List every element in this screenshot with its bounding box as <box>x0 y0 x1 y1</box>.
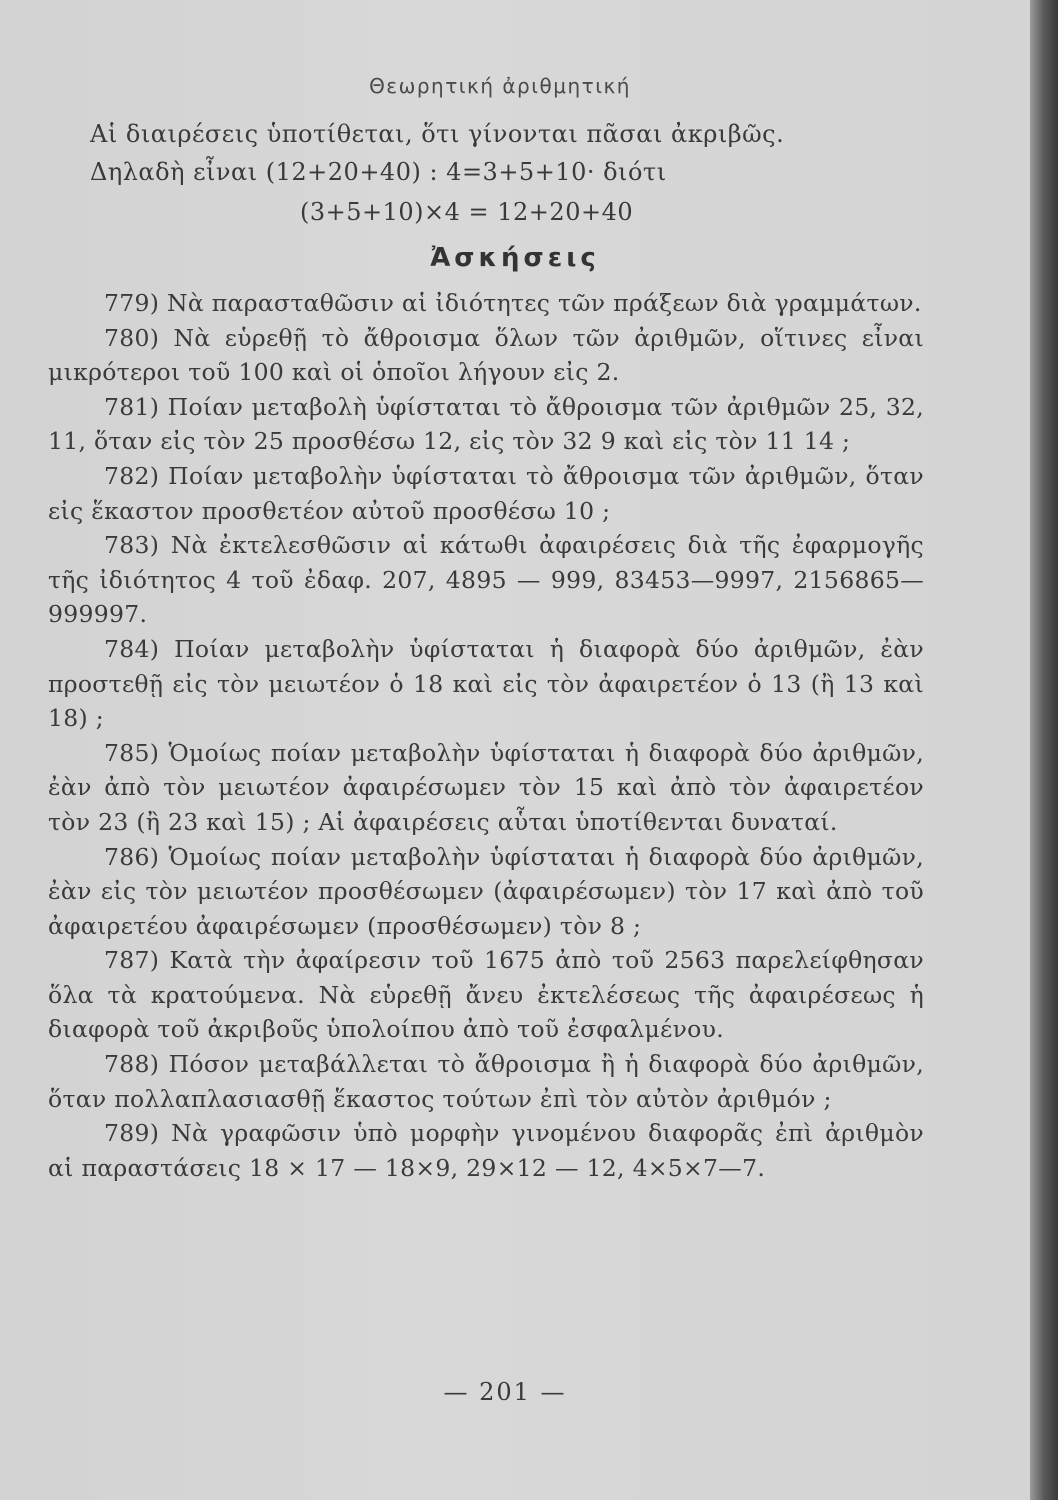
page-number: — 201 — <box>443 1378 567 1406</box>
intro-line-1: Αἱ διαιρέσεις ὑποτίθεται, ὅτι γίνονται πᾶσαι ἀκριβῶς. <box>90 120 785 148</box>
exercise-list <box>48 286 924 1185</box>
exercise-783: 783) Νὰ ἐκτελεσθῶσιν αἱ κάτωθι ἀφαιρέσεις διὰ τῆς ἐφαρμογῆς τῆς ἰδιότητος 4 τοῦ ἐδαφ. 207, 4895 — 999, 83453—9997, 2156865—999997. <box>48 531 924 629</box>
exercise-779: 779) Νὰ παρασταθῶσιν αἱ ἰδιότητες τῶν πράξεων διὰ γραμμάτων. <box>104 289 922 317</box>
exercise-787: 787) Κατὰ τὴν ἀφαίρεσιν τοῦ 1675 ἀπὸ τοῦ 2563 παρελείφθησαν ὅλα τὰ κρατούμενα. Νὰ εὑρεθῇ ἄνευ ἐκτελέσεως τῆς ἀφαιρέσεως ἡ διαφορὰ τοῦ ἀκριβοῦς ὑπολοίπου ἀπὸ τοῦ ἐσφαλμένου. <box>48 946 924 1044</box>
section-title: Ἀσκήσεις <box>430 243 600 273</box>
intro-line-2: Δηλαδὴ εἶναι (12+20+40) : 4=3+5+10· διότι <box>90 158 667 186</box>
intro-formula: (3+5+10)×4 = 12+20+40 <box>300 198 634 226</box>
exercise-782: 782) Ποίαν μεταβολὴν ὑφίσταται τὸ ἄθροισμα τῶν ἀριθμῶν, ὅταν εἰς ἕκαστον προσθετέον αὐτοῦ προσθέσω 10 ; <box>48 461 924 525</box>
page-edge-shadow <box>1030 0 1058 1500</box>
exercise-789: 789) Νὰ γραφῶσιν ὑπὸ μορφὴν γινομένου διαφορᾶς ἐπὶ ἀριθμὸν αἱ παραστάσεις 18 × 17 — 18×9, 29×12 — 12, 4×5×7—7. <box>48 1119 924 1182</box>
exercise-788: 788) Πόσον μεταβάλλεται τὸ ἄθροισμα ἢ ἡ διαφορὰ δύο ἀριθμῶν, ὅταν πολλαπλασιασθῇ ἕκαστος τούτων ἐπὶ τὸν αὐτὸν ἀριθμόν ; <box>48 1050 924 1113</box>
exercise-785: 785) Ὁμοίως ποίαν μεταβολὴν ὑφίσταται ἡ διαφορὰ δύο ἀριθμῶν, ἐὰν ἀπὸ τὸν μειωτέον ἀφαιρέσωμεν τὸν 15 καὶ ἀπὸ τὸν ἀφαιρετέον τὸν 23 (ἢ 23 καὶ 15) ; Αἱ ἀφαιρέσεις αὗται ὑποτίθενται δυναταί. <box>48 738 924 836</box>
running-header: Θεωρητική ἀριθμητική <box>369 74 631 98</box>
exercise-780: 780) Νὰ εὑρεθῇ τὸ ἄθροισμα ὅλων τῶν ἀριθμῶν, οἵτινες εἶναι μικρότεροι τοῦ 100 καὶ οἱ ὁποῖοι λήγουν εἰς 2. <box>48 323 924 387</box>
exercise-781: 781) Ποίαν μεταβολὴ ὑφίσταται τὸ ἄθροισμα τῶν ἀριθμῶν 25, 32, 11, ὅταν εἰς τὸν 25 προσθέσω 12, εἰς τὸν 32 9 καὶ εἰς τὸν 11 14 ; <box>48 392 924 456</box>
exercise-784: 784) Ποίαν μεταβολὴν ὑφίσταται ἡ διαφορὰ δύο ἀριθμῶν, ἐὰν προστεθῇ εἰς τὸν μειωτέον ὁ 18 καὶ εἰς τὸν ἀφαιρετέον ὁ 13 (ἢ 13 καὶ 18) ; <box>48 634 924 733</box>
exercise-786: 786) Ὁμοίως ποίαν μεταβολὴν ὑφίσταται ἡ διαφορὰ δύο ἀριθμῶν, ἐὰν εἰς τὸν μειωτέον προσθέσωμεν (ἀφαιρέσωμεν) τὸν 17 καὶ ἀπὸ τοῦ ἀφαιρετέου ἀφαιρέσωμεν (προσθέσωμεν) τὸν 8 ; <box>48 842 924 940</box>
